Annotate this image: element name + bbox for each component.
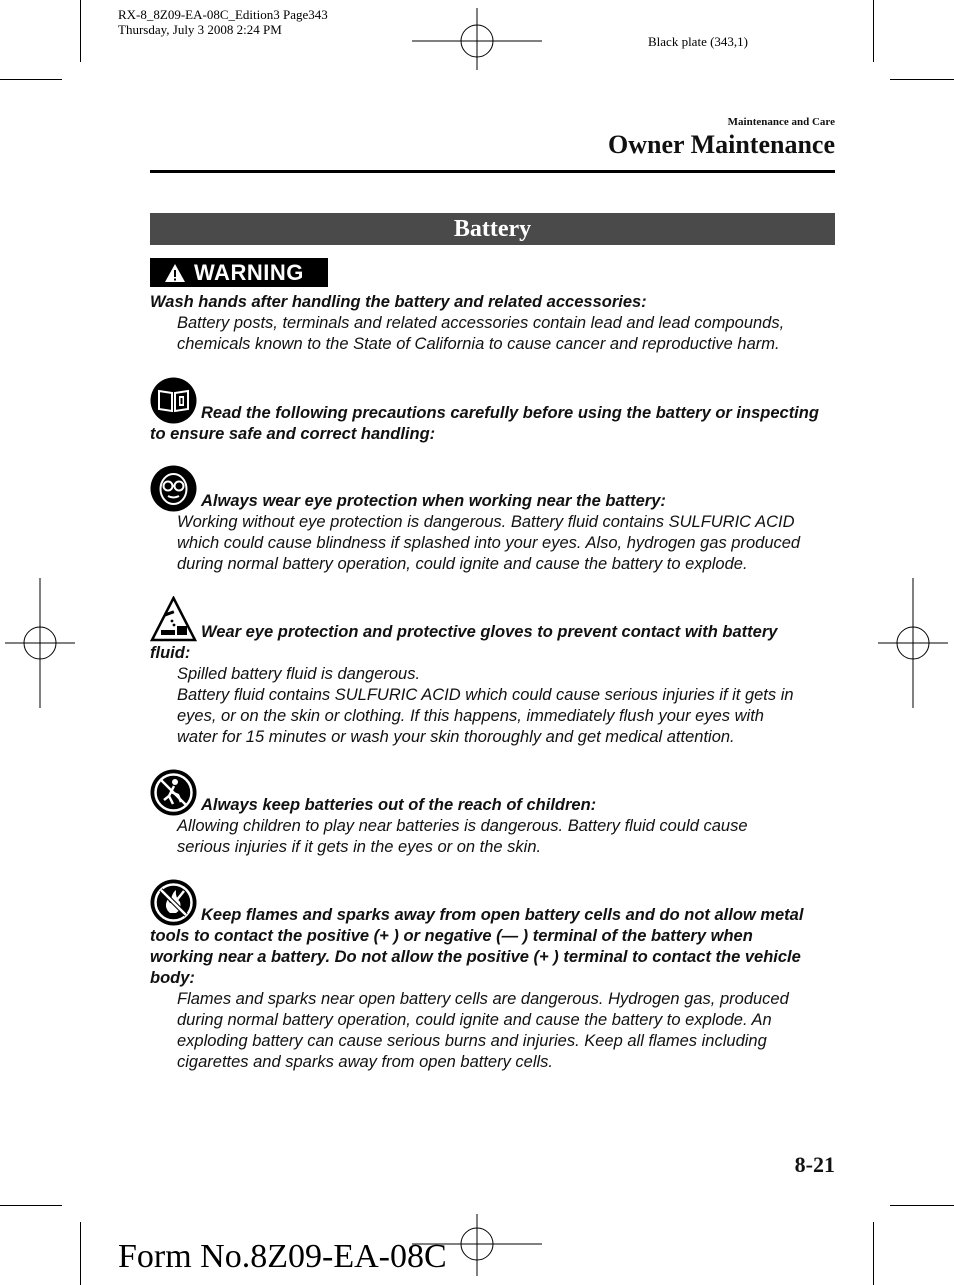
warning-text: Flames and sparks near open battery cells are dangerous. Hydrogen gas, produced [177,990,789,1008]
form-number: Form No.8Z09-EA-08C [118,1238,447,1275]
warning-text: serious injuries if it gets in the eyes or on the skin. [177,838,542,856]
warning-heading: Keep flames and sparks away from open battery cells and do not allow metal [201,906,804,924]
print-metadata [118,7,328,37]
crop-mark [890,1205,954,1206]
crop-mark [0,79,62,80]
crop-mark [873,1222,874,1285]
warning-heading: Read the following precautions carefully before using the battery or inspecting [201,404,819,422]
warning-heading: Wash hands after handling the battery and related accessories: [150,293,647,311]
crop-mark [80,0,81,62]
header-rule [150,170,835,173]
chapter-category: Maintenance and Care [727,116,835,128]
warning-block-acid [150,596,835,748]
warning-block-hands [150,292,835,355]
warning-block-children [150,769,835,858]
warning-heading: tools to contact the positive (+ ) or negative (— ) terminal of the battery when [150,927,753,945]
warning-text: Spilled battery fluid is dangerous. [177,665,421,683]
page-number: 8-21 [794,1152,835,1177]
warning-badge [150,258,328,287]
eye-protection-icon [150,465,197,512]
crop-mark [80,1222,81,1285]
warning-text: cigarettes and sparks away from open battery cells. [177,1053,554,1071]
warning-text: water for 15 minutes or wash your skin thoroughly and get medical attention. [177,728,735,746]
warning-text: chemicals known to the State of California to cause cancer and reproductive harm. [177,335,780,353]
warning-heading: Always wear eye protection when working near the battery: [201,492,666,510]
warning-text: during normal battery operation, could ignite and cause the battery to explode. An [177,1011,772,1029]
no-flames-icon [150,879,197,926]
warning-block-flames [150,879,835,1073]
black-plate-label: Black plate (343,1) [648,34,748,49]
warning-text: Working without eye protection is dangerous. Battery fluid contains SULFURIC ACID [177,513,795,531]
warning-text: exploding battery can cause serious burns and injuries. Keep all flames including [177,1032,767,1050]
registration-mark-left [5,578,75,708]
warning-heading: body: [150,969,195,987]
warning-heading: working near a battery. Do not allow the positive (+ ) terminal to contact the vehicle [150,948,801,966]
warning-text: Battery posts, terminals and related accessories contain lead and lead compounds, [177,314,785,332]
registration-mark-top [412,8,542,70]
warning-triangle-icon [164,263,186,283]
warning-heading: fluid: [150,644,191,662]
print-meta-line1: RX-8_8Z09-EA-08C_Edition3 Page343 [118,7,328,22]
warning-heading: Wear eye protection and protective gloves to prevent contact with battery [201,623,778,641]
warning-block-read [150,377,835,445]
registration-mark-right [878,578,948,708]
warning-text: Allowing children to play near batteries is dangerous. Battery fluid could cause [177,817,748,835]
crop-mark [873,0,874,62]
section-title: Battery [150,213,835,245]
warning-heading: Always keep batteries out of the reach of children: [201,796,597,814]
crop-mark [890,79,954,80]
manual-read-icon [150,377,197,424]
warning-text: which could cause blindness if splashed into your eyes. Also, hydrogen gas produced [177,534,801,552]
warning-content [150,292,835,1073]
warning-text: Battery fluid contains SULFURIC ACID which could cause serious injuries if it gets in [177,686,794,704]
print-meta-line2: Thursday, July 3 2008 2:24 PM [118,22,282,37]
warning-heading: to ensure safe and correct handling: [150,425,436,443]
crop-mark [0,1205,62,1206]
corrosive-hazard-icon [150,596,197,643]
warning-text: eyes, or on the skin or clothing. If this happens, immediately flush your eyes with [177,707,764,725]
no-children-icon [150,769,197,816]
warning-label: WARNING [194,259,304,285]
warning-block-eye [150,465,835,575]
chapter-title: Owner Maintenance [608,130,835,159]
warning-text: during normal battery operation, could ignite and cause the battery to explode. [177,555,748,573]
